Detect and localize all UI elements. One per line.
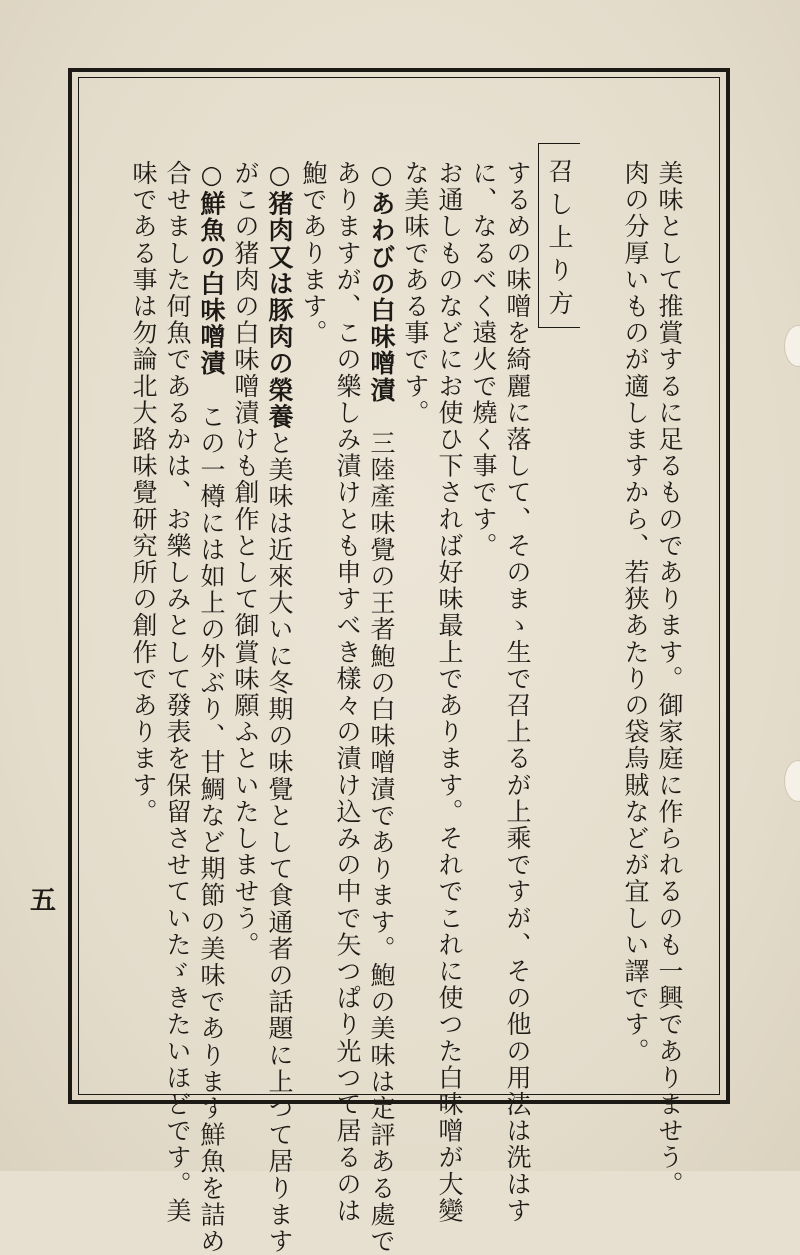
item-heading: ○猪肉又は豚肉の榮養: [265, 160, 294, 430]
item-body: と美味は近來大いに冬期の味覺として食通者の話題に上つて居ります: [265, 430, 294, 1255]
section-title: 召し上り方: [545, 158, 574, 323]
text-column-3: するめの味噌を綺麗に落して、そのまゝ生で召上るが上乘ですが、その他の用法は洗はす: [503, 160, 532, 1224]
text-column-11: がこの猪肉の白味噌漬けも創作として御賞味願ふといたしませう。: [231, 160, 260, 958]
text-column-8: ありますが、この樂しみ漬けとも申すべき樣々の漬け込みの中で矢つぱり光つて居るのは: [333, 160, 362, 1224]
item-body: この一樽には如上の外ぶり、甘鯛など期節の美味であります鮮魚を詰め: [197, 376, 226, 1255]
text-column-1: 美味として推賞するに足るものであります。御家庭に作られるのも一興でありませう。: [655, 160, 684, 1198]
text-column-13: 合せました何魚であるかは、お樂しみとして發表を保留させていたゞきたいほどです。美: [163, 160, 192, 1224]
text-column-5: お通しものなどにお使ひ下されば好味最上であります。それでこれに使つた白味噌が大變: [435, 160, 464, 1224]
text-column-2: 肉の分厚いものが適しますから、若狭あたりの袋烏賊などが宜しい譯です。: [621, 160, 650, 1065]
text-column-9: 鮑であります。: [299, 160, 328, 347]
item-heading: ○あわびの白味噌漬: [367, 160, 396, 404]
item-fish: [194, 160, 228, 1255]
binding-hole: [784, 325, 800, 367]
item-pork: [262, 160, 296, 1255]
item-heading: ○鮮魚の白味噌漬: [197, 160, 226, 377]
page-number: 五: [30, 886, 57, 916]
text-column-4: に、なるべく遠火で燒く事です。: [469, 160, 498, 559]
binding-hole: [784, 760, 800, 802]
item-body: 三陸產味覺の王者鮑の白味噌漬であります。鮑の美味は定評ある處で: [367, 403, 396, 1255]
text-column-6: な美味である事です。: [401, 160, 430, 426]
text-column-14: 味である事は勿論北大路味覺研究所の創作であります。: [129, 160, 158, 825]
item-abalone: [364, 160, 398, 1255]
